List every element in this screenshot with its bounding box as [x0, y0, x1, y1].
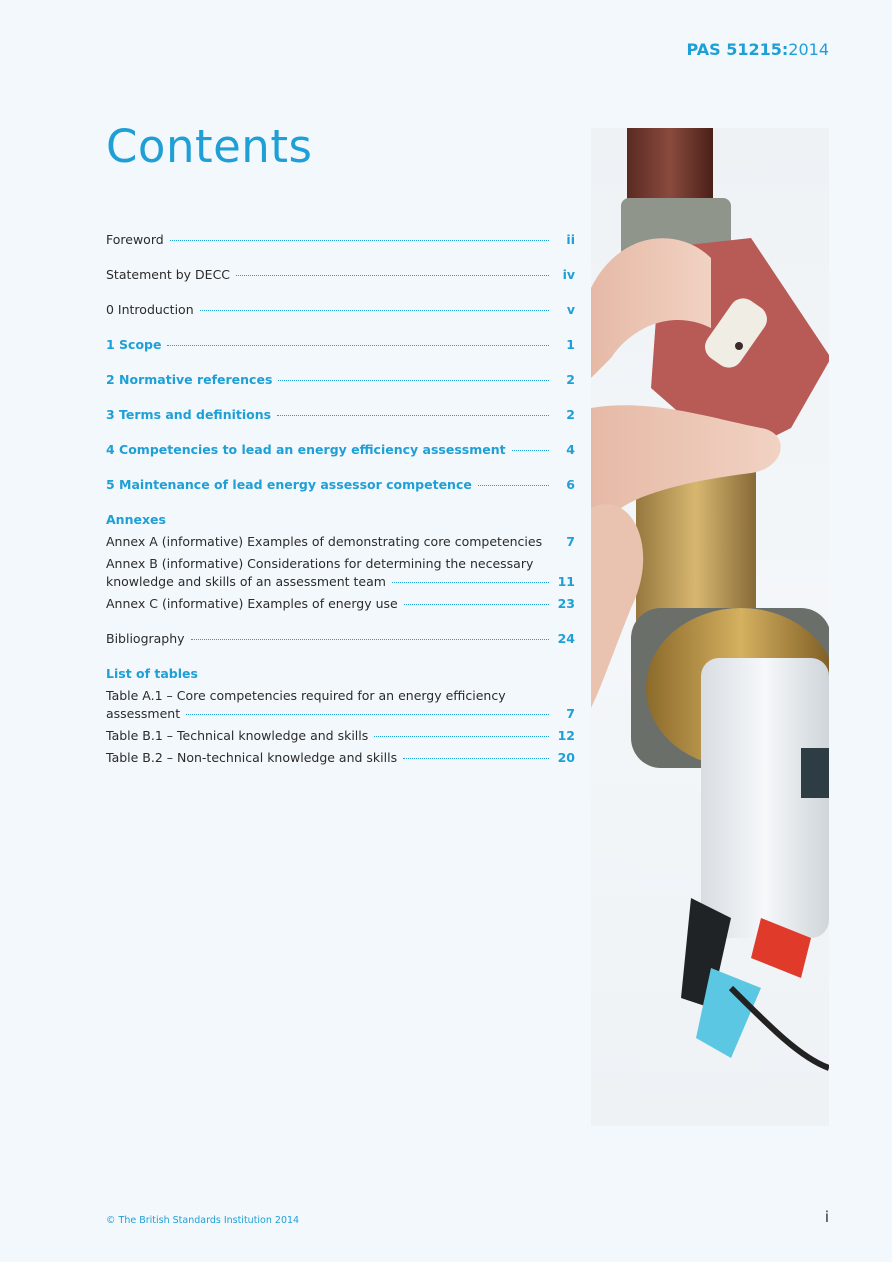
- dot-leader: [191, 638, 549, 640]
- cover-photo-hand-turning-valve: [591, 128, 829, 1126]
- toc-entry-annex-a[interactable]: [106, 533, 575, 551]
- toc-entry-title: Table B.2 – Non-technical knowledge and skills: [106, 750, 398, 765]
- copyright-footer: © The British Standards Institution 2014: [106, 1215, 300, 1226]
- toc-page-number: 7: [566, 706, 575, 721]
- toc-entry-title: Statement by DECC: [106, 267, 231, 282]
- toc-entry-scope[interactable]: [106, 336, 575, 354]
- toc-page-number: iv: [562, 267, 575, 282]
- toc-entry-title: 3 Terms and definitions: [106, 407, 272, 422]
- toc-entry-title-line2: assessment: [106, 706, 181, 721]
- toc-page-number: ii: [566, 232, 575, 247]
- toc-entry-title: 1 Scope: [106, 337, 162, 352]
- toc-page-number: v: [566, 302, 575, 317]
- toc-entry-title: Annex C (informative) Examples of energy use: [106, 596, 398, 611]
- toc-entry-title-line2: knowledge and skills of an assessment team: [106, 574, 386, 589]
- toc-page-number: 12: [557, 728, 575, 743]
- toc-page-number: 7: [566, 534, 575, 549]
- toc-entry-table-b1[interactable]: [106, 727, 575, 745]
- toc-entry-title: Bibliography: [106, 631, 185, 646]
- toc-entry-normative-references[interactable]: [106, 371, 575, 389]
- dot-leader: [167, 344, 549, 346]
- table-of-contents: [106, 231, 575, 767]
- dot-leader: [200, 309, 549, 311]
- page-number: i: [824, 1208, 829, 1226]
- toc-entry-table-b2[interactable]: [106, 749, 575, 767]
- toc-entry-title: Table B.1 – Technical knowledge and skills: [106, 728, 369, 743]
- dot-leader: [278, 379, 549, 381]
- toc-entry-maintenance[interactable]: [106, 476, 575, 494]
- annexes-heading: Annexes: [106, 512, 166, 527]
- valve-illustration: [591, 128, 829, 1126]
- toc-page-number: 1: [566, 337, 575, 352]
- document-code-number: PAS 51215:: [686, 40, 789, 59]
- toc-entry-introduction[interactable]: [106, 301, 575, 319]
- list-of-tables-heading: List of tables: [106, 666, 198, 681]
- dot-leader: [277, 414, 549, 416]
- dot-leader: [170, 239, 549, 241]
- dot-leader: [236, 274, 549, 276]
- toc-entry-competencies[interactable]: [106, 441, 575, 459]
- document-code-year: 2014: [788, 40, 829, 59]
- toc-page-number: 24: [557, 631, 575, 646]
- toc-page-number: 6: [566, 477, 575, 492]
- dot-leader: [478, 484, 549, 486]
- toc-page-number: 2: [566, 407, 575, 422]
- toc-page-number: 4: [566, 442, 575, 457]
- toc-entry-annex-c[interactable]: [106, 595, 575, 613]
- toc-page-number: 20: [557, 750, 575, 765]
- toc-entry-title: Foreword: [106, 232, 164, 247]
- toc-entry-title: 0 Introduction: [106, 302, 194, 317]
- dot-leader: [403, 757, 549, 759]
- toc-entry-terms-and-definitions[interactable]: [106, 406, 575, 424]
- dot-leader: [186, 713, 549, 715]
- dot-leader: [404, 603, 549, 605]
- toc-entry-title: 5 Maintenance of lead energy assessor competence: [106, 477, 472, 492]
- toc-entry-decc[interactable]: [106, 266, 575, 284]
- toc-entry-table-a1[interactable]: [106, 687, 575, 723]
- page-title: Contents: [106, 120, 313, 173]
- toc-entry-bibliography[interactable]: [106, 630, 575, 648]
- toc-entry-title: 2 Normative references: [106, 372, 273, 387]
- toc-page-number: 11: [557, 574, 575, 589]
- document-code: [686, 40, 829, 59]
- toc-entry-annex-b[interactable]: [106, 555, 575, 591]
- toc-entry-title: Annex A (informative) Examples of demonstrating core competencies: [106, 534, 543, 549]
- dot-leader: [392, 581, 549, 583]
- toc-entry-title-line1: Table A.1 – Core competencies required for an energy efficiency: [106, 688, 506, 703]
- toc-entry-title-line1: Annex B (informative) Considerations for determining the necessary: [106, 556, 534, 571]
- toc-page-number: 2: [566, 372, 575, 387]
- toc-entry-foreword[interactable]: [106, 231, 575, 249]
- dot-leader: [512, 449, 549, 451]
- toc-entry-title: 4 Competencies to lead an energy efficiency assessment: [106, 442, 506, 457]
- toc-page-number: 23: [557, 596, 575, 611]
- dot-leader: [374, 735, 549, 737]
